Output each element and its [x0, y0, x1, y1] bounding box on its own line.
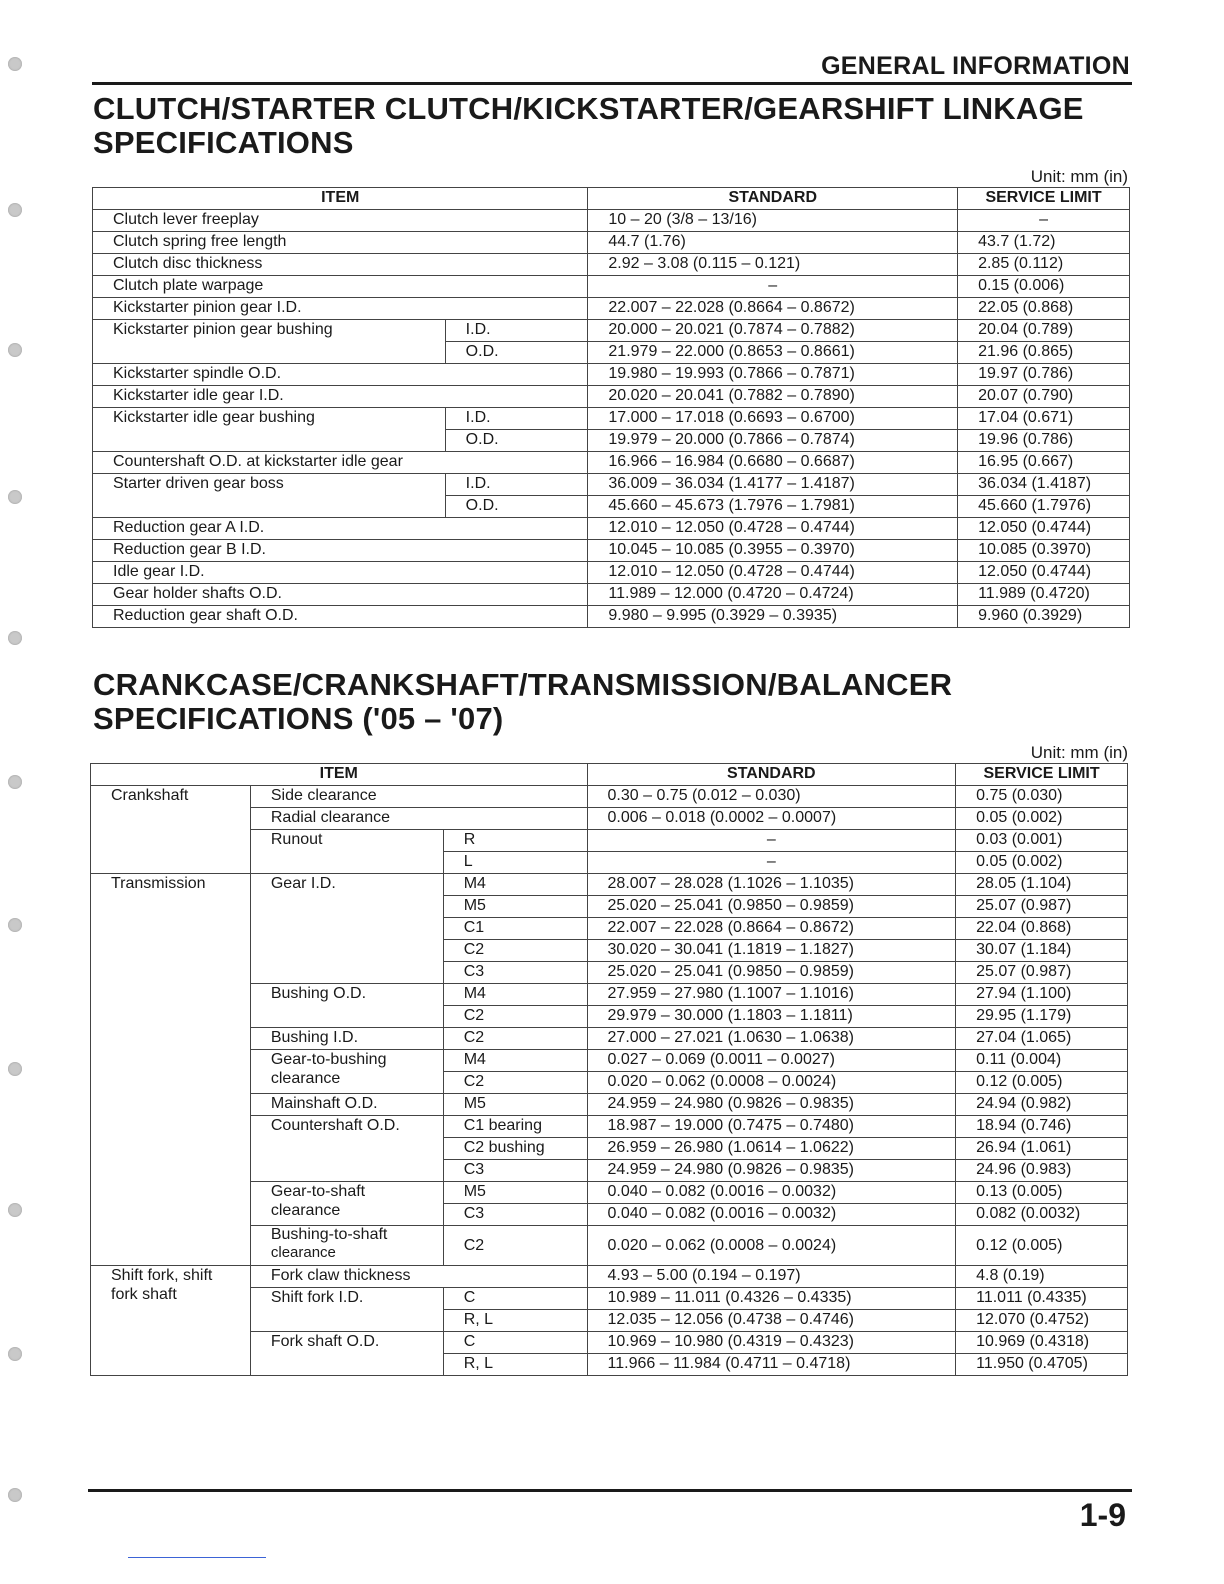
- table-row: [91, 786, 1128, 808]
- clutch-spec-table: [92, 187, 1130, 628]
- clutch-title: [93, 92, 1084, 160]
- sub-cell: M4: [443, 1050, 587, 1072]
- binder-hole: [8, 1488, 22, 1502]
- standard-cell: 19.979 – 20.000 (0.7866 – 0.7874): [588, 430, 958, 452]
- sub-cell: C2 bushing: [443, 1138, 587, 1160]
- item-line: Gear-to-bushing: [270, 1051, 387, 1068]
- standard-cell: 0.040 – 0.082 (0.0016 – 0.0032): [587, 1182, 956, 1204]
- standard-cell: 25.020 – 25.041 (0.9850 – 0.9859): [587, 896, 956, 918]
- standard-cell: 25.020 – 25.041 (0.9850 – 0.9859): [587, 962, 956, 984]
- col-standard-header: STANDARD: [588, 188, 958, 210]
- item-line: Gear-to-shaft: [270, 1183, 366, 1200]
- table-row: [93, 540, 1130, 562]
- standard-cell: 21.979 – 22.000 (0.8653 – 0.8661): [588, 342, 958, 364]
- item-line: clearance: [270, 1070, 341, 1087]
- item-cell: Kickstarter idle gear bushing: [93, 408, 446, 452]
- limit-cell: 12.050 (0.4744): [958, 518, 1130, 540]
- standard-cell: 22.007 – 22.028 (0.8664 – 0.8672): [588, 298, 958, 320]
- table-row: [91, 1266, 1128, 1288]
- group-cell: Transmission: [91, 874, 251, 1266]
- item-cell: [250, 1050, 443, 1094]
- limit-cell: 11.950 (0.4705): [956, 1354, 1128, 1376]
- item-cell: Reduction gear A I.D.: [93, 518, 588, 540]
- sub-cell: R, L: [443, 1310, 587, 1332]
- item-cell: Radial clearance: [250, 808, 587, 830]
- group-cell: [91, 1266, 251, 1376]
- standard-cell: 11.966 – 11.984 (0.4711 – 0.4718): [587, 1354, 956, 1376]
- limit-cell: 0.13 (0.005): [956, 1182, 1128, 1204]
- standard-cell: –: [587, 852, 956, 874]
- item-cell: Countershaft O.D. at kickstarter idle gear: [93, 452, 588, 474]
- item-line: clearance: [270, 1244, 336, 1261]
- clutch-title-line2: SPECIFICATIONS: [93, 125, 354, 160]
- group-line: fork shaft: [111, 1286, 177, 1303]
- item-cell: Reduction gear B I.D.: [93, 540, 588, 562]
- limit-cell: 10.969 (0.4318): [956, 1332, 1128, 1354]
- limit-cell: 24.94 (0.982): [956, 1094, 1128, 1116]
- limit-cell: 4.8 (0.19): [956, 1266, 1128, 1288]
- table-row: [93, 606, 1130, 628]
- crank-spec-table: [90, 763, 1128, 1376]
- table-row: [93, 518, 1130, 540]
- standard-cell: 0.027 – 0.069 (0.0011 – 0.0027): [587, 1050, 956, 1072]
- group-line: Shift fork, shift: [111, 1267, 213, 1284]
- sub-cell: O.D.: [445, 496, 588, 518]
- item-cell: Kickstarter pinion gear I.D.: [93, 298, 588, 320]
- binder-hole: [8, 1347, 22, 1361]
- standard-cell: –: [588, 276, 958, 298]
- standard-cell: 27.000 – 27.021 (1.0630 – 1.0638): [587, 1028, 956, 1050]
- standard-cell: 4.93 – 5.00 (0.194 – 0.197): [587, 1266, 956, 1288]
- sub-cell: C2: [443, 1072, 587, 1094]
- page-number: 1-9: [1079, 1497, 1126, 1533]
- binder-hole: [8, 343, 22, 357]
- item-cell: Shift fork I.D.: [250, 1288, 443, 1332]
- clutch-unit: Unit: mm (in): [1030, 167, 1128, 186]
- scan-artifact-line: [128, 1557, 266, 1558]
- standard-cell: 26.959 – 26.980 (1.0614 – 1.0622): [587, 1138, 956, 1160]
- limit-cell: 9.960 (0.3929): [958, 606, 1130, 628]
- table-row: [93, 298, 1130, 320]
- crank-title-line2: SPECIFICATIONS ('05 – '07): [93, 701, 504, 736]
- limit-cell: 19.97 (0.786): [958, 364, 1130, 386]
- standard-cell: 0.040 – 0.082 (0.0016 – 0.0032): [587, 1204, 956, 1226]
- item-cell: Clutch lever freeplay: [93, 210, 588, 232]
- standard-cell: 12.035 – 12.056 (0.4738 – 0.4746): [587, 1310, 956, 1332]
- crank-unit: Unit: mm (in): [1030, 743, 1128, 762]
- limit-cell: 0.03 (0.001): [956, 830, 1128, 852]
- limit-cell: 0.082 (0.0032): [956, 1204, 1128, 1226]
- standard-cell: 30.020 – 30.041 (1.1819 – 1.1827): [587, 940, 956, 962]
- limit-cell: 43.7 (1.72): [958, 232, 1130, 254]
- standard-cell: 17.000 – 17.018 (0.6693 – 0.6700): [588, 408, 958, 430]
- standard-cell: 24.959 – 24.980 (0.9826 – 0.9835): [587, 1094, 956, 1116]
- binder-hole: [8, 1062, 22, 1076]
- sub-cell: R: [443, 830, 587, 852]
- col-limit-header: SERVICE LIMIT: [958, 188, 1130, 210]
- item-cell: Side clearance: [250, 786, 587, 808]
- standard-cell: 29.979 – 30.000 (1.1803 – 1.1811): [587, 1006, 956, 1028]
- item-cell: Bushing O.D.: [250, 984, 443, 1028]
- standard-cell: 16.966 – 16.984 (0.6680 – 0.6687): [588, 452, 958, 474]
- sub-cell: M5: [443, 1182, 587, 1204]
- limit-cell: 27.04 (1.065): [956, 1028, 1128, 1050]
- sub-cell: C2: [443, 1006, 587, 1028]
- binder-hole: [8, 57, 22, 71]
- limit-cell: 0.75 (0.030): [956, 786, 1128, 808]
- sub-cell: C2: [443, 1028, 587, 1050]
- limit-cell: 2.85 (0.112): [958, 254, 1130, 276]
- limit-cell: 30.07 (1.184): [956, 940, 1128, 962]
- limit-cell: 25.07 (0.987): [956, 896, 1128, 918]
- standard-cell: 44.7 (1.76): [588, 232, 958, 254]
- item-cell: [250, 1226, 443, 1266]
- limit-cell: 0.12 (0.005): [956, 1226, 1128, 1266]
- limit-cell: 0.05 (0.002): [956, 808, 1128, 830]
- sub-cell: R, L: [443, 1354, 587, 1376]
- sub-cell: C: [443, 1332, 587, 1354]
- standard-cell: 20.020 – 20.041 (0.7882 – 0.7890): [588, 386, 958, 408]
- limit-cell: 26.94 (1.061): [956, 1138, 1128, 1160]
- table-row: [93, 452, 1130, 474]
- limit-cell: 18.94 (0.746): [956, 1116, 1128, 1138]
- limit-cell: 17.04 (0.671): [958, 408, 1130, 430]
- limit-cell: 28.05 (1.104): [956, 874, 1128, 896]
- item-cell: Fork shaft O.D.: [250, 1332, 443, 1376]
- item-cell: Mainshaft O.D.: [250, 1094, 443, 1116]
- section-header: GENERAL INFORMATION: [821, 52, 1130, 80]
- item-cell: Kickstarter spindle O.D.: [93, 364, 588, 386]
- item-cell: Reduction gear shaft O.D.: [93, 606, 588, 628]
- item-line: clearance: [270, 1202, 341, 1219]
- item-cell: [250, 1182, 443, 1226]
- table-header-row: [93, 188, 1130, 210]
- sub-cell: M4: [443, 874, 587, 896]
- item-cell: Kickstarter idle gear I.D.: [93, 386, 588, 408]
- limit-cell: 16.95 (0.667): [958, 452, 1130, 474]
- standard-cell: 36.009 – 36.034 (1.4177 – 1.4187): [588, 474, 958, 496]
- standard-cell: 0.020 – 0.062 (0.0008 – 0.0024): [587, 1226, 956, 1266]
- sub-cell: C2: [443, 940, 587, 962]
- crank-title-line1: CRANKCASE/CRANKSHAFT/TRANSMISSION/BALANCER: [93, 667, 953, 702]
- table-row: [93, 210, 1130, 232]
- sub-cell: M5: [443, 896, 587, 918]
- binder-hole: [8, 490, 22, 504]
- item-cell: Gear I.D.: [250, 874, 443, 984]
- sub-cell: C2: [443, 1226, 587, 1266]
- header-rule: [92, 82, 1132, 85]
- item-cell: Clutch plate warpage: [93, 276, 588, 298]
- standard-cell: 10.969 – 10.980 (0.4319 – 0.4323): [587, 1332, 956, 1354]
- table-row: [93, 320, 1130, 342]
- limit-cell: –: [958, 210, 1130, 232]
- limit-cell: 12.050 (0.4744): [958, 562, 1130, 584]
- table-row: [91, 874, 1128, 896]
- standard-cell: 28.007 – 28.028 (1.1026 – 1.1035): [587, 874, 956, 896]
- limit-cell: 45.660 (1.7976): [958, 496, 1130, 518]
- sub-cell: C3: [443, 962, 587, 984]
- binder-hole: [8, 775, 22, 789]
- standard-cell: 9.980 – 9.995 (0.3929 – 0.3935): [588, 606, 958, 628]
- item-cell: Starter driven gear boss: [93, 474, 446, 518]
- limit-cell: 0.11 (0.004): [956, 1050, 1128, 1072]
- binder-hole: [8, 918, 22, 932]
- table-row: [93, 386, 1130, 408]
- limit-cell: 0.05 (0.002): [956, 852, 1128, 874]
- limit-cell: 12.070 (0.4752): [956, 1310, 1128, 1332]
- sub-cell: O.D.: [445, 430, 588, 452]
- sub-cell: C: [443, 1288, 587, 1310]
- standard-cell: 2.92 – 3.08 (0.115 – 0.121): [588, 254, 958, 276]
- limit-cell: 24.96 (0.983): [956, 1160, 1128, 1182]
- item-cell: Runout: [250, 830, 443, 874]
- table-header-row: [91, 764, 1128, 786]
- standard-cell: 20.000 – 20.021 (0.7874 – 0.7882): [588, 320, 958, 342]
- limit-cell: 20.04 (0.789): [958, 320, 1130, 342]
- standard-cell: 0.020 – 0.062 (0.0008 – 0.0024): [587, 1072, 956, 1094]
- table-row: [93, 408, 1130, 430]
- limit-cell: 0.12 (0.005): [956, 1072, 1128, 1094]
- table-row: [93, 584, 1130, 606]
- limit-cell: 10.085 (0.3970): [958, 540, 1130, 562]
- standard-cell: 10 – 20 (3/8 – 13/16): [588, 210, 958, 232]
- binder-hole: [8, 203, 22, 217]
- limit-cell: 22.05 (0.868): [958, 298, 1130, 320]
- standard-cell: 0.006 – 0.018 (0.0002 – 0.0007): [587, 808, 956, 830]
- table-row: [93, 474, 1130, 496]
- standard-cell: 27.959 – 27.980 (1.1007 – 1.1016): [587, 984, 956, 1006]
- item-cell: Gear holder shafts O.D.: [93, 584, 588, 606]
- item-cell: Countershaft O.D.: [250, 1116, 443, 1182]
- standard-cell: 22.007 – 22.028 (0.8664 – 0.8672): [587, 918, 956, 940]
- limit-cell: 29.95 (1.179): [956, 1006, 1128, 1028]
- group-cell: Crankshaft: [91, 786, 251, 874]
- sub-cell: C1 bearing: [443, 1116, 587, 1138]
- standard-cell: 12.010 – 12.050 (0.4728 – 0.4744): [588, 518, 958, 540]
- limit-cell: 22.04 (0.868): [956, 918, 1128, 940]
- item-cell: Kickstarter pinion gear bushing: [93, 320, 446, 364]
- standard-cell: –: [587, 830, 956, 852]
- limit-cell: 19.96 (0.786): [958, 430, 1130, 452]
- col-item-header: ITEM: [93, 188, 588, 210]
- table-row: [93, 276, 1130, 298]
- item-line: Bushing-to-shaft: [270, 1226, 388, 1243]
- sub-cell: I.D.: [445, 408, 588, 430]
- sub-cell: C3: [443, 1160, 587, 1182]
- table-row: [93, 562, 1130, 584]
- standard-cell: 19.980 – 19.993 (0.7866 – 0.7871): [588, 364, 958, 386]
- item-cell: Clutch spring free length: [93, 232, 588, 254]
- item-cell: Bushing I.D.: [250, 1028, 443, 1050]
- table-row: [93, 232, 1130, 254]
- limit-cell: 20.07 (0.790): [958, 386, 1130, 408]
- col-standard-header: STANDARD: [587, 764, 956, 786]
- sub-cell: M4: [443, 984, 587, 1006]
- clutch-title-line1: CLUTCH/STARTER CLUTCH/KICKSTARTER/GEARSHIFT LINKAGE: [93, 91, 1084, 126]
- standard-cell: 10.045 – 10.085 (0.3955 – 0.3970): [588, 540, 958, 562]
- limit-cell: 36.034 (1.4187): [958, 474, 1130, 496]
- sub-cell: M5: [443, 1094, 587, 1116]
- item-cell: Clutch disc thickness: [93, 254, 588, 276]
- sub-cell: C3: [443, 1204, 587, 1226]
- col-limit-header: SERVICE LIMIT: [956, 764, 1128, 786]
- sub-cell: I.D.: [445, 474, 588, 496]
- limit-cell: 0.15 (0.006): [958, 276, 1130, 298]
- limit-cell: 11.011 (0.4335): [956, 1288, 1128, 1310]
- sub-cell: L: [443, 852, 587, 874]
- sub-cell: O.D.: [445, 342, 588, 364]
- standard-cell: 18.987 – 19.000 (0.7475 – 0.7480): [587, 1116, 956, 1138]
- limit-cell: 11.989 (0.4720): [958, 584, 1130, 606]
- item-cell: Idle gear I.D.: [93, 562, 588, 584]
- limit-cell: 25.07 (0.987): [956, 962, 1128, 984]
- limit-cell: 27.94 (1.100): [956, 984, 1128, 1006]
- limit-cell: 21.96 (0.865): [958, 342, 1130, 364]
- binder-hole: [8, 631, 22, 645]
- binder-hole: [8, 1203, 22, 1217]
- table-row: [93, 254, 1130, 276]
- standard-cell: 0.30 – 0.75 (0.012 – 0.030): [587, 786, 956, 808]
- standard-cell: 12.010 – 12.050 (0.4728 – 0.4744): [588, 562, 958, 584]
- sub-cell: C1: [443, 918, 587, 940]
- table-row: [93, 364, 1130, 386]
- standard-cell: 11.989 – 12.000 (0.4720 – 0.4724): [588, 584, 958, 606]
- sub-cell: I.D.: [445, 320, 588, 342]
- standard-cell: 24.959 – 24.980 (0.9826 – 0.9835): [587, 1160, 956, 1182]
- footer-rule: [88, 1489, 1132, 1492]
- standard-cell: 45.660 – 45.673 (1.7976 – 1.7981): [588, 496, 958, 518]
- standard-cell: 10.989 – 11.011 (0.4326 – 0.4335): [587, 1288, 956, 1310]
- col-item-header: ITEM: [91, 764, 588, 786]
- item-cell: Fork claw thickness: [250, 1266, 587, 1288]
- crank-title: [93, 668, 952, 736]
